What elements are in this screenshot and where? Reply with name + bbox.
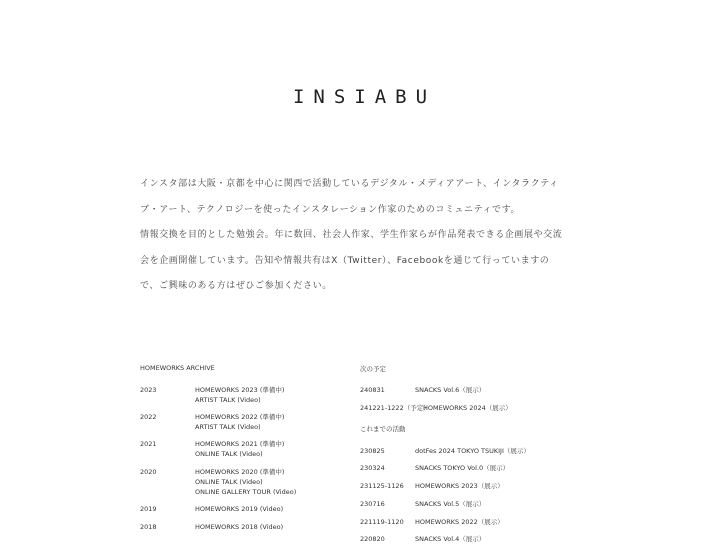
event-date: 230324 — [360, 464, 385, 472]
event-link[interactable]: HOMEWORKS 2023（展示） — [415, 482, 504, 490]
upcoming-heading: 次の予定 — [360, 365, 386, 373]
archive-year: 2020 — [140, 468, 157, 476]
archive-link[interactable]: HOMEWORKS 2018 (Video) — [195, 523, 284, 531]
event-date: 231125-1126 — [360, 482, 404, 490]
archive-heading: HOMEWORKS ARCHIVE — [140, 364, 215, 372]
intro-text — [140, 172, 585, 300]
event-link[interactable]: SNACKS Vol.5（展示） — [415, 500, 486, 508]
archive-link[interactable]: ARTIST TALK (Video) — [195, 423, 261, 431]
archive-link[interactable]: HOMEWORKS 2021 (準備中) — [195, 440, 285, 448]
event-link[interactable]: SNACKS Vol.6（展示） — [415, 386, 486, 394]
intro-line: 情報交換を目的とした勉強会。年に数回、社会人作家、学生作家らが作品発表できる企画展や交流 — [140, 230, 563, 240]
event-link[interactable]: HOMEWORKS 2024（展示） — [423, 404, 512, 412]
intro-line: インスタ部は大阪・京都を中心に関西で活動しているデジタル・メディアアート、インタラクティ — [140, 179, 559, 189]
intro-line: ブ・アート、テクノロジーを使ったインスタレーション作家のためのコミュニティです。 — [140, 204, 521, 215]
event-link[interactable]: SNACKS Vol.4（展示） — [415, 535, 486, 543]
event-link[interactable]: SNACKS TOKYO Vol.0（展示） — [415, 464, 510, 472]
archive-link[interactable]: HOMEWORKS 2023 (準備中) — [195, 386, 285, 394]
intro-line: で、ご興味のある方はぜひご参加ください。 — [140, 281, 332, 291]
intro-line: 会を企画開催しています。告知や情報共有はX（Twitter）、Facebookを通じて行っていますの — [140, 255, 550, 266]
event-date: 241221-1222（予定） — [360, 404, 430, 412]
site-logo[interactable]: INSIABU — [292, 86, 437, 108]
archive-link[interactable]: HOMEWORKS 2022 (準備中) — [195, 413, 285, 421]
event-date: 230716 — [360, 500, 385, 508]
archive-link[interactable]: HOMEWORKS 2019 (Video) — [195, 505, 284, 513]
archive-year: 2018 — [140, 523, 157, 531]
archive-link[interactable]: ONLINE TALK (Video) — [195, 450, 263, 458]
archive-year: 2022 — [140, 413, 157, 421]
event-link[interactable]: dotFes 2024 TOKYO TSUKIJI（展示） — [415, 447, 530, 455]
archive-link[interactable]: HOMEWORKS 2020 (準備中) — [195, 468, 285, 476]
event-date: 240831 — [360, 386, 385, 394]
archive-link[interactable]: ONLINE GALLERY TOUR (Video) — [195, 488, 297, 496]
event-date: 230825 — [360, 447, 385, 455]
event-link[interactable]: HOMEWORKS 2022（展示） — [415, 518, 504, 526]
archive-link[interactable]: ONLINE TALK (Video) — [195, 478, 263, 486]
event-date: 220820 — [360, 535, 385, 543]
archive-year: 2023 — [140, 386, 157, 394]
event-date: 221119-1120 — [360, 518, 404, 526]
archive-year: 2019 — [140, 505, 157, 513]
archive-link[interactable]: ARTIST TALK (Video) — [195, 396, 261, 404]
past-heading: これまでの活動 — [360, 425, 406, 433]
archive-year: 2021 — [140, 440, 157, 448]
